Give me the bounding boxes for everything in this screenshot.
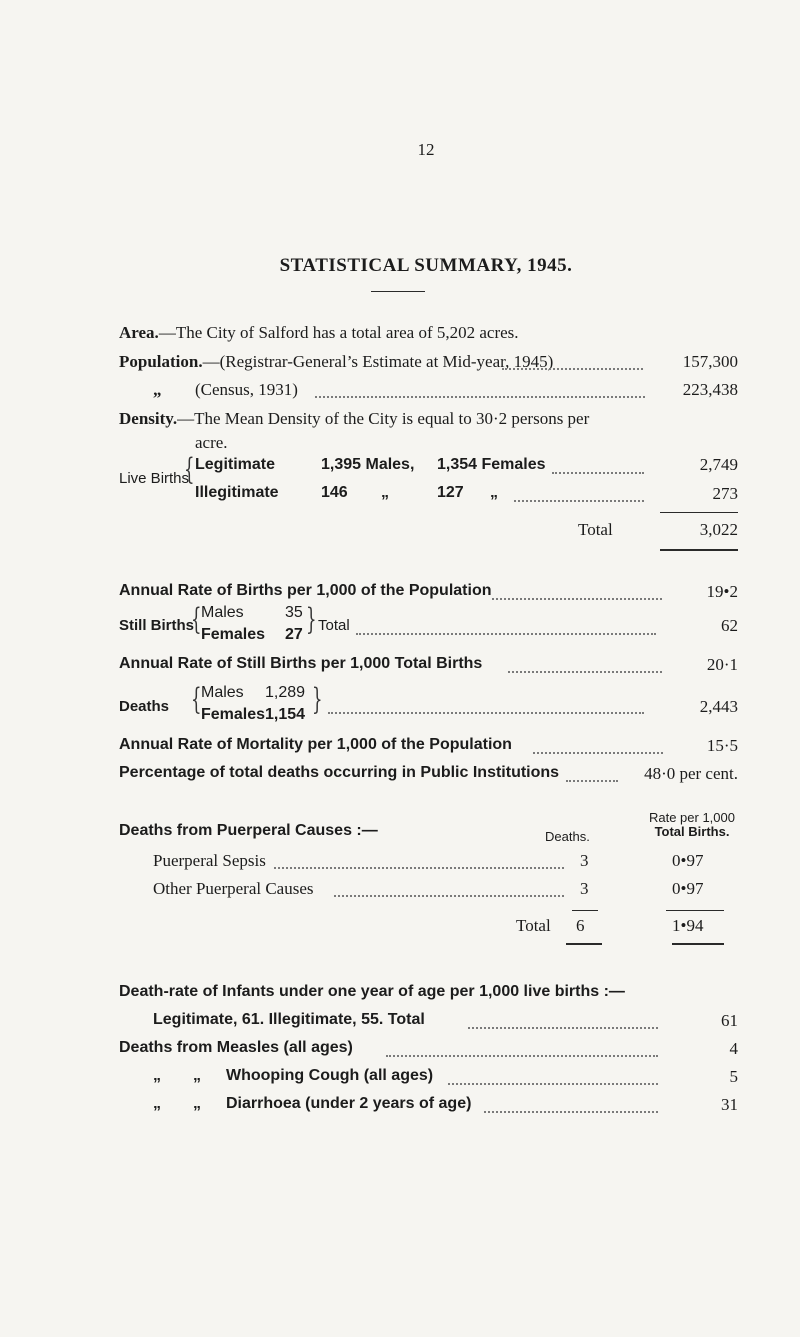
- brace-icon: {: [184, 452, 195, 487]
- leader-dots: [328, 712, 644, 714]
- live-births-illegitimate-males: 146: [321, 484, 348, 501]
- leader-dots: [502, 368, 643, 370]
- birth-rate-value: 19•2: [706, 582, 738, 601]
- live-births-total-label: Total: [578, 520, 613, 539]
- live-births-legitimate-males: 1,395 Males,: [321, 456, 415, 473]
- live-births-legitimate-females: 1,354 Females: [437, 456, 546, 473]
- deaths-label: Deaths: [119, 698, 170, 715]
- still-rate-value: 20·1: [706, 655, 738, 674]
- still-births-females-value: 27: [285, 626, 303, 643]
- puerperal-total-label: Total: [516, 916, 551, 935]
- still-rate-label: Annual Rate of Still Births per 1,000 Total Births: [119, 655, 483, 672]
- measles-label: Deaths from Measles (all ages): [119, 1039, 353, 1056]
- population-census-text: (Census, 1931): [195, 380, 298, 399]
- leader-dots: [484, 1111, 658, 1113]
- live-births-legitimate-value: 2,749: [699, 455, 738, 474]
- deaths-males-label: Males: [201, 684, 244, 701]
- whooping-value: 5: [729, 1067, 738, 1086]
- diarrhoea-label: Diarrhoea (under 2 years of age): [226, 1095, 472, 1112]
- still-births-value: 62: [721, 616, 738, 635]
- brace-icon: {: [191, 602, 202, 637]
- institution-label: Percentage of total deaths occurring in Public Institutions: [119, 764, 560, 781]
- deaths-value: 2,443: [699, 697, 738, 716]
- live-births-total-value: 3,022: [699, 520, 738, 539]
- brace-icon: }: [312, 682, 323, 717]
- puerperal-other-deaths: 3: [580, 879, 589, 898]
- density-text: —The Mean Density of the City is equal to 30·2 persons per: [177, 409, 590, 428]
- leader-dots: [356, 633, 656, 635]
- ditto-mark: „: [193, 1095, 201, 1112]
- still-births-label: Still Births: [119, 617, 195, 634]
- population-label: Population.: [119, 352, 203, 371]
- density-text-continued: acre.: [195, 433, 228, 452]
- puerperal-other-label: Other Puerperal Causes: [153, 879, 314, 898]
- still-births-males-label: Males: [201, 604, 244, 621]
- infant-heading: Death-rate of Infants under one year of age per 1,000 live births :—: [119, 983, 625, 1000]
- puerperal-sepsis-deaths: 3: [580, 851, 589, 870]
- area-line: [119, 323, 519, 343]
- puerperal-col-rate-2: Total Births.: [654, 824, 730, 839]
- density-line: [119, 409, 589, 429]
- leader-dots: [552, 472, 644, 474]
- infant-legit-label: Legitimate, 61. Illegitimate, 55. Total: [153, 1011, 425, 1028]
- leader-dots: [448, 1083, 658, 1085]
- ditto-mark: „: [153, 1095, 161, 1112]
- puerperal-total-deaths: 6: [576, 916, 585, 935]
- ditto-mark: „: [153, 1067, 161, 1084]
- leader-dots: [492, 598, 662, 600]
- puerperal-col-deaths: Deaths.: [545, 829, 590, 844]
- still-births-total-label: Total: [318, 617, 350, 634]
- leader-dots: [508, 671, 662, 673]
- still-births-males-value: 35: [285, 604, 303, 621]
- live-births-illegitimate-value: 273: [712, 484, 738, 503]
- leader-dots: [274, 867, 564, 869]
- population-estimate-text: —(Registrar-General’s Estimate at Mid-year, 1945): [202, 352, 554, 371]
- live-births-legitimate: Legitimate: [195, 456, 276, 473]
- total-double-rule: [660, 549, 738, 551]
- mortality-value: 15·5: [706, 736, 738, 755]
- brace-icon: }: [306, 602, 317, 637]
- population-estimate-line: [119, 352, 553, 372]
- birth-rate-label: Annual Rate of Births per 1,000 of the Population: [119, 582, 492, 599]
- leader-dots: [468, 1027, 658, 1029]
- brace-icon: {: [191, 682, 202, 717]
- leader-dots: [315, 396, 645, 398]
- leader-dots: [514, 500, 644, 502]
- deaths-females-value: 1,154: [265, 706, 306, 723]
- puerperal-col-rate-1: Rate per 1,000: [648, 810, 735, 825]
- puerperal-total-rate: 1•94: [672, 916, 704, 935]
- puerperal-sepsis-label: Puerperal Sepsis: [153, 851, 266, 870]
- ditto-mark: „: [490, 484, 498, 501]
- live-births-illegitimate: Illegitimate: [195, 484, 279, 501]
- area-label: Area.: [119, 323, 159, 342]
- whooping-label: Whooping Cough (all ages): [226, 1067, 434, 1084]
- total-double-rule: [566, 943, 602, 945]
- population-census-value: 223,438: [682, 380, 738, 399]
- density-label: Density.: [119, 409, 178, 428]
- population-ditto: „: [153, 380, 162, 399]
- area-text: —The City of Salford has a total area of 5,202 acres.: [158, 323, 519, 342]
- total-rule: [660, 512, 738, 513]
- deaths-females-label: Females: [201, 706, 266, 723]
- page-title: STATISTICAL SUMMARY, 1945.: [279, 255, 573, 276]
- ditto-mark: „: [193, 1067, 201, 1084]
- still-births-females-label: Females: [201, 626, 266, 643]
- leader-dots: [334, 895, 564, 897]
- page-number: 12: [417, 140, 435, 159]
- measles-value: 4: [729, 1039, 738, 1058]
- mortality-label: Annual Rate of Mortality per 1,000 of the Population: [119, 736, 512, 753]
- puerperal-sepsis-rate: 0•97: [672, 851, 704, 870]
- population-estimate-value: 157,300: [682, 352, 738, 371]
- title-divider: [371, 291, 425, 292]
- leader-dots: [386, 1055, 658, 1057]
- total-rule: [666, 910, 724, 911]
- diarrhoea-value: 31: [721, 1095, 738, 1114]
- total-rule: [572, 910, 598, 911]
- deaths-males-value: 1,289: [265, 684, 306, 701]
- ditto-mark: „: [381, 484, 389, 501]
- infant-legit-value: 61: [721, 1011, 738, 1030]
- total-double-rule: [672, 943, 724, 945]
- puerperal-other-rate: 0•97: [672, 879, 704, 898]
- institution-value: 48·0 per cent.: [644, 764, 738, 783]
- live-births-label: Live Births: [119, 470, 190, 487]
- puerperal-heading: Deaths from Puerperal Causes :—: [119, 822, 378, 839]
- live-births-illegitimate-females: 127: [437, 484, 464, 501]
